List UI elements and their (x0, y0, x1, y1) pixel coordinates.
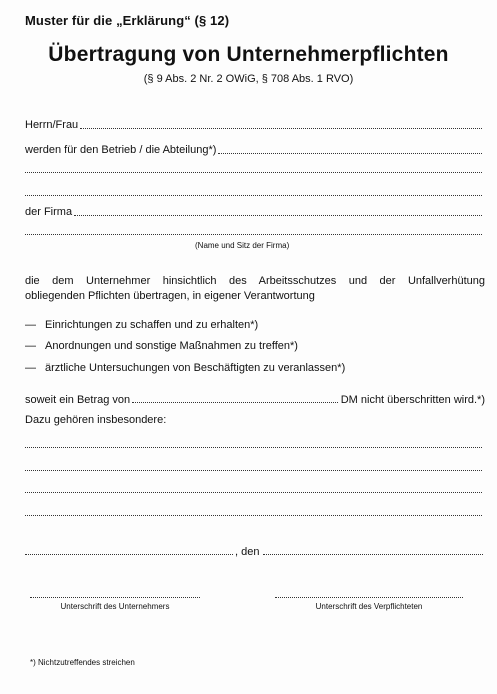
page-subtitle: (§ 9 Abs. 2 Nr. 2 OWiG, § 708 Abs. 1 RVO) (143, 73, 354, 85)
amount-suffix: DM nicht überschritten wird.*) (340, 394, 485, 406)
intro-line-2: obliegenden Pflichten übertragen, in eigener Verantwortung (25, 290, 315, 302)
list-item (25, 362, 345, 374)
betrieb-field[interactable] (218, 143, 482, 154)
footnote: *) Nichtzutreffendes streichen (30, 658, 135, 667)
dazu-field-line-2[interactable] (25, 470, 482, 471)
amount-prefix: soweit ein Betrag von (25, 394, 131, 406)
herrn-frau-row (25, 118, 482, 132)
signature-employer-line[interactable] (30, 597, 200, 598)
intro-line-1: die dem Unternehmer hinsichtlich des Arbeitsschutzes und der Unfallverhütung (25, 275, 485, 287)
betrieb-row (25, 143, 482, 157)
page-title: Übertragung von Unternehmerpflichten (48, 43, 449, 66)
place-date-separator: , den (235, 546, 260, 558)
intro-paragraph (25, 274, 485, 304)
betrieb-field-line-3[interactable] (25, 195, 482, 196)
place-field[interactable] (25, 544, 233, 555)
betrieb-field-line-2[interactable] (25, 172, 482, 173)
herrn-frau-label: Herrn/Frau (25, 119, 79, 131)
amount-row (25, 392, 485, 406)
betrieb-label: werden für den Betrieb / die Abteilung*) (25, 144, 217, 156)
list-item (25, 319, 258, 331)
firma-label: der Firma (25, 206, 73, 218)
firma-row (25, 205, 482, 219)
signature-obliged-line[interactable] (275, 597, 463, 598)
amount-field[interactable] (132, 392, 338, 403)
sample-note: Muster für die „Erklärung“ (§ 12) (25, 13, 230, 28)
dash-icon: — (25, 319, 36, 331)
date-field[interactable] (263, 544, 483, 555)
bullet-text: ärztliche Untersuchungen von Beschäftigten zu veranlassen*) (45, 362, 346, 374)
bullet-text: Einrichtungen zu schaffen und zu erhalten*) (45, 319, 259, 331)
firma-caption: (Name und Sitz der Firma) (195, 241, 290, 250)
signature-employer-caption: Unterschrift des Unternehmers (60, 602, 170, 611)
dazu-label: Dazu gehören insbesondere: (25, 414, 167, 426)
dazu-field-line-3[interactable] (25, 492, 482, 493)
herrn-frau-field[interactable] (80, 118, 482, 129)
dash-icon: — (25, 340, 36, 352)
dazu-field-line-1[interactable] (25, 447, 482, 448)
signature-obliged-caption: Unterschrift des Verpflichteten (315, 602, 423, 611)
list-item (25, 340, 298, 352)
dash-icon: — (25, 362, 36, 374)
bullet-text: Anordnungen und sonstige Maßnahmen zu treffen*) (45, 340, 298, 352)
dazu-field-line-4[interactable] (25, 515, 482, 516)
firma-field[interactable] (74, 205, 482, 216)
firma-field-line-2[interactable] (25, 234, 482, 235)
place-date-row (25, 544, 483, 558)
